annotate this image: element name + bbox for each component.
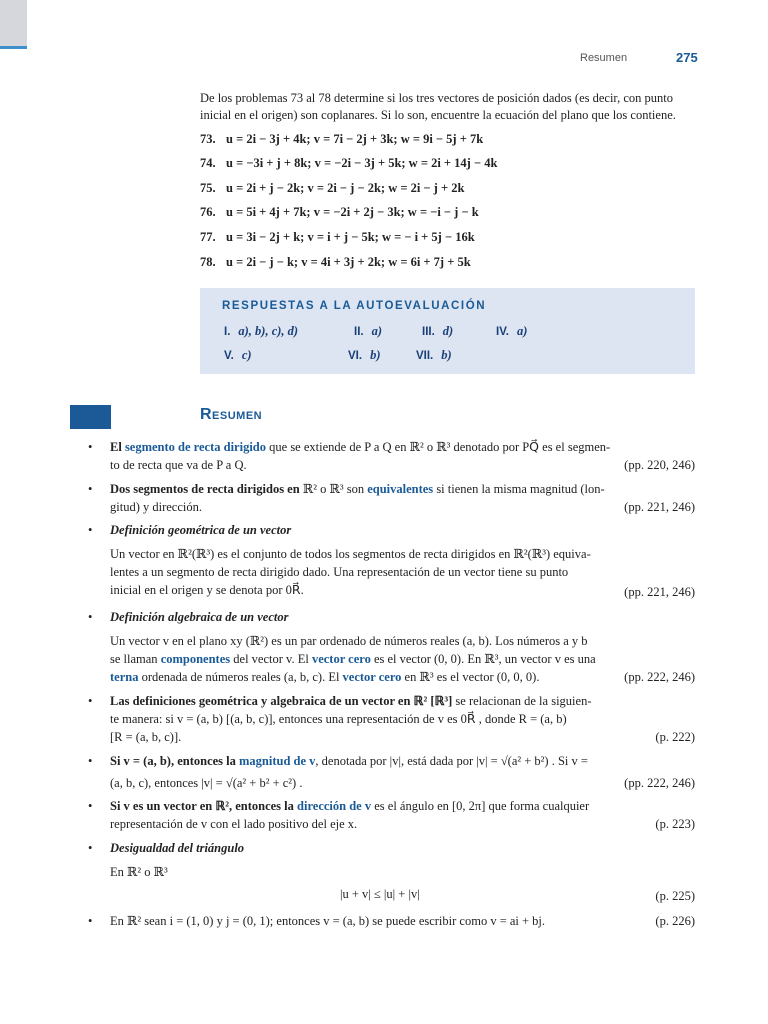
problem-intro: De los problemas 73 al 78 determine si los tres vectores de posición dados (es decir, con punto inicial en el origen) son coplanares. Si lo son, encuentre la ecuación del plano que los contiene. xyxy=(200,91,676,122)
problem-78: 78. u = 2i − j − k; v = 4i + 3j + 2k; w = 6i + 7j + 5k xyxy=(200,255,471,269)
answer-II: II. a) xyxy=(354,324,383,338)
summary-item-1: • El segmento de recta dirigido que se extiende de P a Q en ℝ² o ℝ³ denotado por PQ⃗ es el segmen- to de recta que va de P a Q. (pp. 220, 246) xyxy=(88,440,695,472)
summary-item-9: • En ℝ² sean i = (1, 0) y j = (0, 1); entonces v = (a, b) se puede escribir como v = ai + bj. (p. 226) xyxy=(88,914,695,928)
page-corner-line xyxy=(0,46,27,49)
problem-76: 76. u = 5i + 4j + 7k; v = −2i + 2j − 3k; w = −i − j − k xyxy=(200,205,479,219)
page-corner-tab xyxy=(0,0,27,46)
answer-VI: VI. b) xyxy=(348,348,381,362)
running-header-title: Resumen xyxy=(580,52,628,64)
summary-marker xyxy=(70,405,111,429)
answers-title: RESPUESTAS A LA AUTOEVALUACIÓN xyxy=(222,300,487,312)
triangle-inequality-formula: |u + v| ≤ |u| + |v| xyxy=(340,887,420,901)
answer-VII: VII. b) xyxy=(416,348,452,362)
summary-item-7: • Si v es un vector en ℝ², entonces la dirección de v es el ángulo en [0, 2π] que forma cualquier representación de v con el lado positivo del eje x. (p. 223) xyxy=(88,799,695,831)
problem-75: 75. u = 2i + j − 2k; v = 2i − j − 2k; w = 2i − j + 2k xyxy=(200,181,465,195)
summary-item-5: • Las definiciones geométrica y algebraica de un vector en ℝ² [ℝ³] se relacionan de la siguien- te manera: si v = (a, b) [(a, b, c)], entonces una representación de v es 0R⃗ , donde R = (a, b) [R = (a, b, c)]. (p. 222) xyxy=(88,694,695,744)
answer-IV: IV. a) xyxy=(496,324,528,338)
problem-74: 74. u = −3i + j + 8k; v = −2i − 3j + 5k; w = 2i + 14j − 4k xyxy=(200,156,498,170)
summary-item-6: • Si v = (a, b), entonces la magnitud de v, denotada por |v|, está dada por |v| = √(a² + b²) . Si v = (a, b, c), entonces |v| = √(a² + b² + c²) . (pp. 222, 246) xyxy=(88,754,695,790)
summary-item-2: • Dos segmentos de recta dirigidos en ℝ² o ℝ³ son equivalentes si tienen la misma magnitud (lon- gitud) y dirección. (pp. 221, 246) xyxy=(88,482,695,514)
answer-III: III. d) xyxy=(422,324,454,338)
summary-item-8: • Desigualdad del triángulo En ℝ² o ℝ³ (p. 225) xyxy=(88,841,695,903)
answer-I: I. a), b), c), d) xyxy=(224,324,299,338)
summary-item-3: • Definición geométrica de un vector Un vector en ℝ²(ℝ³) es el conjunto de todos los segmentos de recta dirigidos en ℝ²(ℝ³) equiva- lentes a un segmento de recta dirigido dado. Una representación de un vector tiene su punto inicial en el origen y se denota por 0R⃗. (pp. 221, 246) xyxy=(88,523,695,599)
problem-73: 73. u = 2i − 3j + 4k; v = 7i − 2j + 3k; w = 9i − 5j + 7k xyxy=(200,132,484,146)
answers-box xyxy=(200,288,695,374)
problem-77: 77. u = 3i − 2j + k; v = i + j − 5k; w = − i + 5j − 16k xyxy=(200,230,475,244)
summary-item-4: • Definición algebraica de un vector Un vector v en el plano xy (ℝ²) es un par ordenado de números reales (a, b). Los números a y b se llaman componentes del vector v. El vector cero es el vector (0, 0). En ℝ³, un vector v es una terna ordenada de números reales (a, b, c). El vector cero en ℝ³ es el vector (0, 0, 0). (pp. 222, 246) xyxy=(88,610,695,684)
page-number: 275 xyxy=(676,50,698,65)
summary-title: Resumen xyxy=(200,406,263,423)
answer-V: V. c) xyxy=(224,348,252,362)
